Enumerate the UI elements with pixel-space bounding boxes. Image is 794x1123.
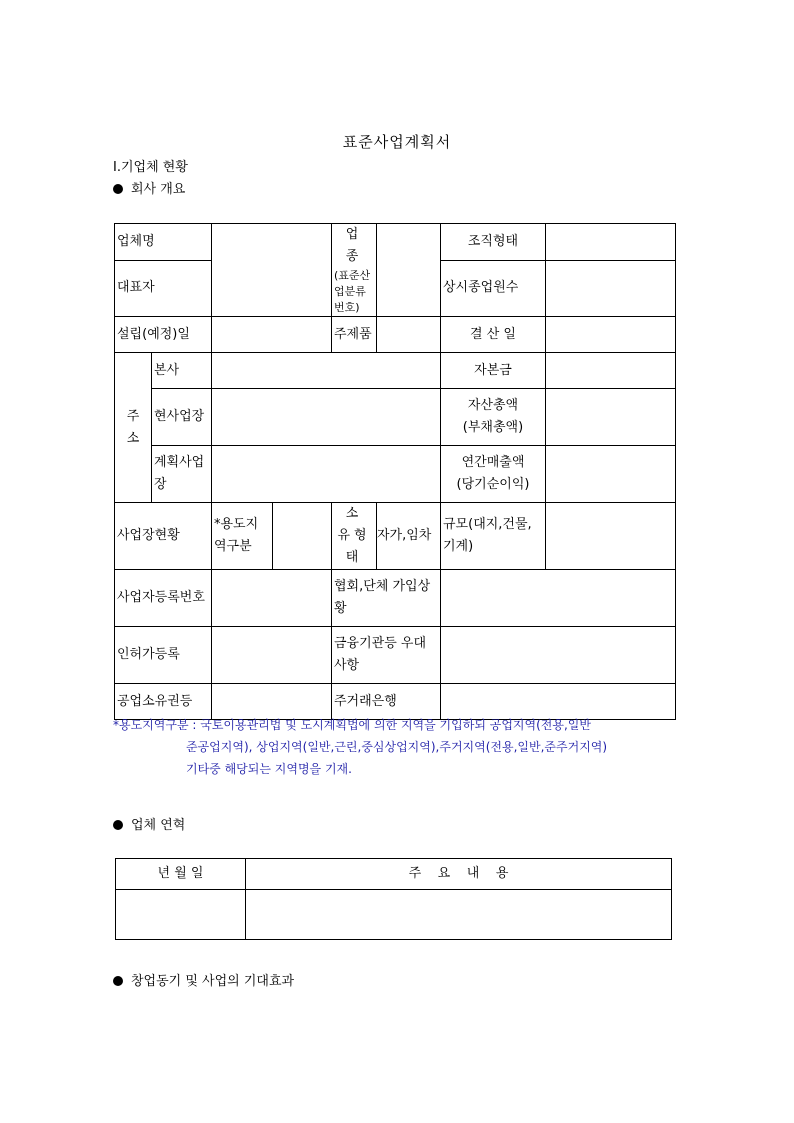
bullet-icon — [113, 976, 123, 986]
history-content-cell[interactable] — [246, 890, 672, 940]
value-settlement[interactable] — [546, 317, 676, 353]
label-settlement: 결 산 일 — [441, 317, 546, 353]
value-current-site[interactable] — [212, 389, 441, 446]
note-line-3: 기타중 해당되는 지역명을 기재. — [186, 762, 352, 776]
label-capital: 자본금 — [441, 353, 546, 389]
value-association[interactable] — [441, 570, 676, 627]
label-planned-site: 계획사업장 — [152, 446, 212, 503]
label-main-product: 주제품 — [332, 317, 377, 353]
bullet-label: 창업동기 및 사업의 기대효과 — [131, 974, 295, 989]
label-founded: 설립(예정)일 — [115, 317, 212, 353]
label-address: 주소 — [115, 353, 152, 503]
bullet-label: 업체 연혁 — [131, 818, 186, 833]
label-biz-reg-no: 사업자등록번호 — [115, 570, 212, 627]
label-current-site: 현사업장 — [152, 389, 212, 446]
label-org-type: 조직형태 — [441, 224, 546, 261]
label-industry: 업 종 (표준산업분류번호) — [332, 224, 377, 317]
label-site-status: 사업장현황 — [115, 503, 212, 570]
bullet-company-overview — [113, 178, 185, 197]
label-company-name: 업체명 — [115, 224, 212, 261]
value-planned-site[interactable] — [212, 446, 441, 503]
zone-type-note — [113, 714, 673, 780]
header-content: 주 요 내 용 — [246, 859, 672, 890]
bullet-company-history — [113, 814, 185, 833]
value-industry[interactable] — [377, 224, 441, 317]
label-annual-sales: 연간매출액 (당기순이익) — [441, 446, 546, 503]
bullet-icon — [113, 184, 123, 194]
value-ownership: 자가,임차 — [377, 503, 441, 570]
company-history-table — [115, 858, 672, 940]
value-main-product[interactable] — [377, 317, 441, 353]
value-founded[interactable] — [212, 317, 332, 353]
history-date-cell[interactable] — [116, 890, 246, 940]
bullet-label: 회사 개요 — [131, 182, 186, 197]
value-permits[interactable] — [212, 627, 332, 684]
bullet-icon — [113, 820, 123, 830]
header-date: 년 월 일 — [116, 859, 246, 890]
value-zone-type[interactable] — [273, 503, 332, 570]
label-main-bank: 주거래은행 — [332, 684, 441, 720]
value-head-office[interactable] — [212, 353, 441, 389]
section-heading: Ⅰ.기업체 현황 — [113, 160, 188, 175]
page-title: 표준사업계획서 — [342, 133, 452, 151]
label-ownership: 소 유형 태 — [332, 503, 377, 570]
value-employees[interactable] — [546, 260, 676, 316]
value-company-name[interactable] — [212, 224, 332, 317]
label-ip-rights: 공업소유권등 — [115, 684, 212, 720]
label-association: 협회,단체 가입상황 — [332, 570, 441, 627]
label-scale: 규모(대지,건물,기계) — [441, 503, 546, 570]
note-line-1: *용도지역구분 : 국토이용관리법 및 도시계획법에 의한 지역을 기입하되 공업지역(전용,일반 — [113, 718, 591, 732]
value-assets[interactable] — [546, 389, 676, 446]
label-finance: 금융기관등 우대사항 — [332, 627, 441, 684]
company-overview-table — [114, 223, 676, 720]
value-scale[interactable] — [546, 503, 676, 570]
label-head-office: 본사 — [152, 353, 212, 389]
label-assets: 자산총액 (부채총액) — [441, 389, 546, 446]
label-ceo: 대표자 — [115, 260, 212, 316]
value-org-type[interactable] — [546, 224, 676, 261]
label-employees: 상시종업원수 — [441, 260, 546, 316]
value-finance[interactable] — [441, 627, 676, 684]
value-biz-reg-no[interactable] — [212, 570, 332, 627]
bullet-founding-motive — [113, 970, 294, 989]
note-line-2: 준공업지역), 상업지역(일반,근린,중심상업지역),주거지역(전용,일반,준주거지역) — [186, 740, 608, 754]
value-annual-sales[interactable] — [546, 446, 676, 503]
label-permits: 인허가등록 — [115, 627, 212, 684]
label-zone-type: *용도지역구분 — [212, 503, 273, 570]
value-capital[interactable] — [546, 353, 676, 389]
